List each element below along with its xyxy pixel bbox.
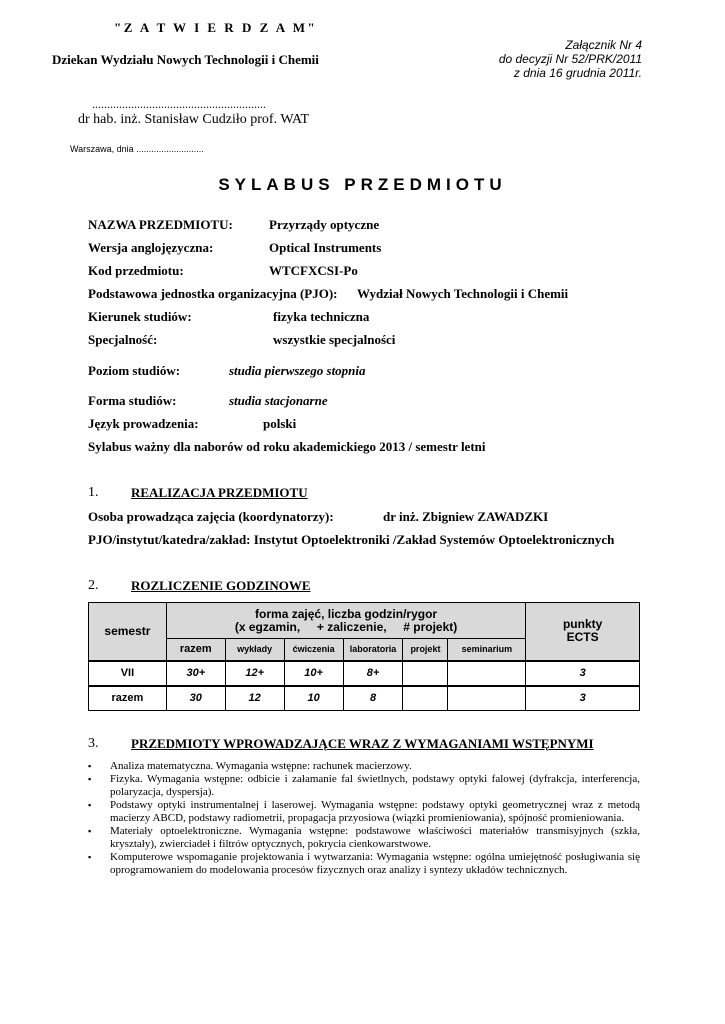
coordinator-label: Osoba prowadząca zajęcia (koordynatorzy): xyxy=(88,509,334,524)
row-cell: 10+ xyxy=(284,661,343,686)
annex-line-3: z dnia 16 grudnia 2011r. xyxy=(513,66,642,80)
row-cell xyxy=(448,686,526,711)
list-item xyxy=(88,825,640,851)
place-date: Warszawa, dnia ........................... xyxy=(70,144,204,154)
row-cell xyxy=(403,686,448,711)
list-item-text: Materiały optoelektroniczne. Wymagania wstępne: podstawowe właściwości materiałów transmisyjnych (szkła, kryształy), zwierciadeł i filtrów optycznych, pokrycia cienkowarstwowe. xyxy=(110,825,640,850)
ects-header-line-1: punkty xyxy=(562,617,603,632)
list-item-text: Podstawy optyki instrumentalnej i laserowej. Wymagania wstępne: podstawy optyki geometrycznej wraz z metodą macierzy ABCD, podstawy radiometrii, propagacja przyosiowa (wiązki promieniowania), spójność promieniowania. xyxy=(110,799,640,824)
table-row xyxy=(89,661,640,686)
subject-name-value: Przyrządy optyczne xyxy=(269,217,380,232)
bullet-icon: ▪ xyxy=(88,800,92,810)
coordinator-value: dr inż. Zbigniew ZAWADZKI xyxy=(383,509,549,524)
form-header-line-2: (x egzamin, + zaliczenie, # projekt) xyxy=(234,619,458,634)
bullet-icon: ▪ xyxy=(88,852,92,862)
bullet-icon: ▪ xyxy=(88,774,92,784)
hours-table xyxy=(88,602,640,711)
subject-code-label: Kod przedmiotu: xyxy=(88,263,184,278)
signature-line: .......................................................... xyxy=(92,97,266,111)
section-2-number: 2. xyxy=(88,578,99,593)
subject-code-value: WTCFXCSI-Po xyxy=(269,263,358,278)
bullet-icon: ▪ xyxy=(88,826,92,836)
subheader-laboratories: laboratoria xyxy=(343,639,403,661)
english-version-value: Optical Instruments xyxy=(269,240,382,255)
subheader-total: razem xyxy=(166,639,225,661)
section-3-number: 3. xyxy=(88,736,99,751)
section-3-title: PRZEDMIOTY WPROWADZAJĄCE WRAZ Z WYMAGANIAMI WSTĘPNYMI xyxy=(131,736,594,751)
approval-dean: Dziekan Wydziału Nowych Technologii i Chemii xyxy=(52,52,319,67)
study-direction-value: fizyka techniczna xyxy=(273,309,370,324)
pjo-value: Wydział Nowych Technologii i Chemii xyxy=(357,286,569,301)
annex-line-2: do decyzji Nr 52/PRK/2011 xyxy=(498,52,642,66)
ects-header xyxy=(526,603,640,661)
document-title: SYLABUS PRZEDMIOTU xyxy=(218,175,507,194)
row-cell: 10 xyxy=(284,686,343,711)
subheader-project: projekt xyxy=(403,639,448,661)
row-cell: 30 xyxy=(166,686,225,711)
section-1-title: REALIZACJA PRZEDMIOTU xyxy=(131,485,308,500)
row-cell xyxy=(448,661,526,686)
subheader-exercises: ćwiczenia xyxy=(284,639,343,661)
study-direction-label: Kierunek studiów: xyxy=(88,309,192,324)
approval-title: "Z A T W I E R D Z A M" xyxy=(114,20,318,35)
study-form-value: studia stacjonarne xyxy=(229,393,328,408)
table-row xyxy=(89,686,640,711)
row-semester: VII xyxy=(89,661,167,686)
annex-line-1: Załącznik Nr 4 xyxy=(565,38,642,52)
section-1-number: 1. xyxy=(88,485,99,500)
row-cell: 12 xyxy=(225,686,284,711)
ects-header-line-2: ECTS xyxy=(566,630,599,645)
study-level-value: studia pierwszego stopnia xyxy=(229,363,366,378)
specialty-value: wszystkie specjalności xyxy=(273,332,396,347)
form-header xyxy=(166,603,525,639)
list-item-text: Analiza matematyczna. Wymagania wstępne: rachunek macierzowy. xyxy=(110,760,412,772)
list-item-text: Fizyka. Wymagania wstępne: odbicie i załamanie fal świetlnych, podstawy optyki falowej (dyfrakcja, interferencja, polaryzacja, dyspersja). xyxy=(110,773,640,798)
english-version-label: Wersja anglojęzyczna: xyxy=(88,240,214,255)
row-cell: 30+ xyxy=(166,661,225,686)
row-cell: 8 xyxy=(343,686,403,711)
list-item xyxy=(88,760,640,773)
list-item-text: Komputerowe wspomaganie projektowania i wytwarzania: Wymagania wstępne: ogólna umiejętność posługiwania się oprogramowaniem do modelowania procesów fizycznych oraz analizy i syntezy układów technicznych. xyxy=(110,851,640,876)
language-label: Język prowadzenia: xyxy=(88,416,199,431)
row-ects: 3 xyxy=(526,686,640,711)
list-item xyxy=(88,851,640,877)
subject-name-label: NAZWA PRZEDMIOTU: xyxy=(88,217,233,232)
specialty-label: Specjalność: xyxy=(88,332,158,347)
row-semester: razem xyxy=(89,686,167,711)
semester-header: semestr xyxy=(89,603,167,661)
row-cell: 8+ xyxy=(343,661,403,686)
list-item xyxy=(88,799,640,825)
prerequisites-list xyxy=(88,760,640,877)
pjo-label: Podstawowa jednostka organizacyjna (PJO): xyxy=(88,286,338,301)
study-level-label: Poziom studiów: xyxy=(88,363,181,378)
list-item xyxy=(88,773,640,799)
row-cell: 12+ xyxy=(225,661,284,686)
study-form-label: Forma studiów: xyxy=(88,393,177,408)
subheader-lectures: wykłady xyxy=(225,639,284,661)
section-2-title: ROZLICZENIE GODZINOWE xyxy=(131,578,311,593)
signature-name: dr hab. inż. Stanisław Cudziło prof. WAT xyxy=(78,112,310,127)
organizational-unit: PJO/instytut/katedra/zakład: Instytut Optoelektroniki /Zakład Systemów Optoelektronicznych xyxy=(88,532,615,547)
validity-note: Sylabus ważny dla naborów od roku akademickiego 2013 / semestr letni xyxy=(88,439,486,454)
form-header-line-1: forma zajęć, liczba godzin/rygor xyxy=(255,606,438,621)
language-value: polski xyxy=(263,416,297,431)
row-cell xyxy=(403,661,448,686)
bullet-icon: ▪ xyxy=(88,761,92,771)
annex-note xyxy=(499,38,642,80)
row-ects: 3 xyxy=(526,661,640,686)
subheader-seminar: seminarium xyxy=(448,639,526,661)
